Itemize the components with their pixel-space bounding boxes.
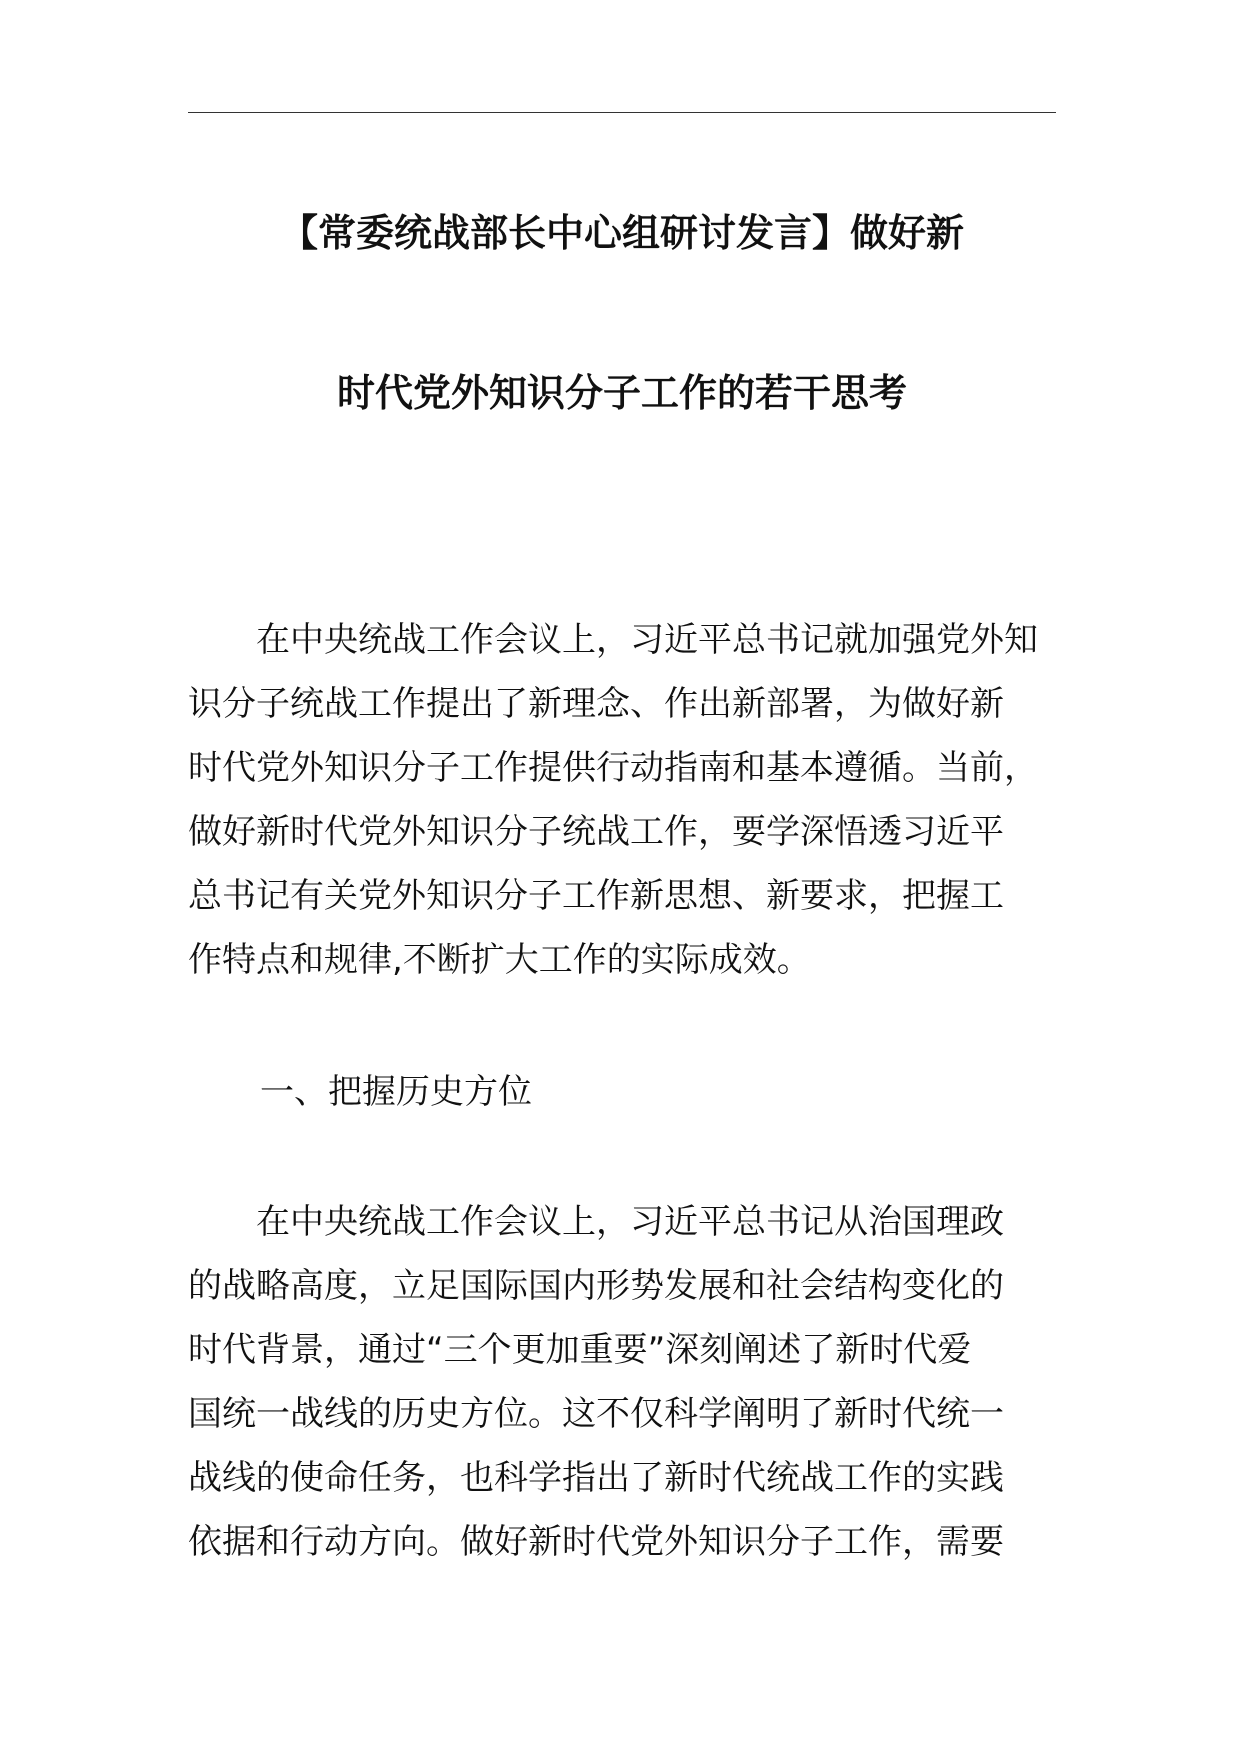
- paragraph-1-line: 总书记有关党外知识分子工作新思想、新要求，把握工: [188, 876, 1004, 916]
- paragraph-2-line: 在中央统战工作会议上，习近平总书记从治国理政: [188, 1202, 1004, 1242]
- paragraph-1-line: 时代党外知识分子工作提供行动指南和基本遵循。当前，: [188, 748, 1038, 788]
- paragraph-1-line: 做好新时代党外知识分子统战工作，要学深悟透习近平: [188, 812, 1004, 852]
- paragraph-1-line: 在中央统战工作会议上，习近平总书记就加强党外知: [188, 620, 1038, 660]
- paragraph-2-line: 国统一战线的历史方位。这不仅科学阐明了新时代统一: [188, 1394, 1004, 1434]
- section-1-heading: 一、把握历史方位: [260, 1072, 532, 1112]
- paragraph-1-line: 识分子统战工作提出了新理念、作出新部署，为做好新: [188, 684, 1004, 724]
- paragraph-2-line: 时代背景，通过“三个更加重要”深刻阐述了新时代爱: [188, 1330, 972, 1370]
- paragraph-2-line: 依据和行动方向。做好新时代党外知识分子工作，需要: [188, 1522, 1004, 1562]
- paragraph-2-line: 战线的使命任务，也科学指出了新时代统战工作的实践: [188, 1458, 1004, 1498]
- document-title-line-2: 时代党外知识分子工作的若干思考: [336, 371, 907, 415]
- header-rule: [188, 112, 1056, 113]
- paragraph-1: [188, 608, 1056, 992]
- document-title-line-1: 【常委统战部长中心组研讨发言】做好新: [279, 211, 964, 255]
- paragraph-1-line: 作特点和规律,不断扩大工作的实际成效。: [188, 940, 811, 980]
- paragraph-2-line: 的战略高度，立足国际国内形势发展和社会结构变化的: [188, 1266, 1004, 1306]
- paragraph-2: [188, 1190, 1056, 1574]
